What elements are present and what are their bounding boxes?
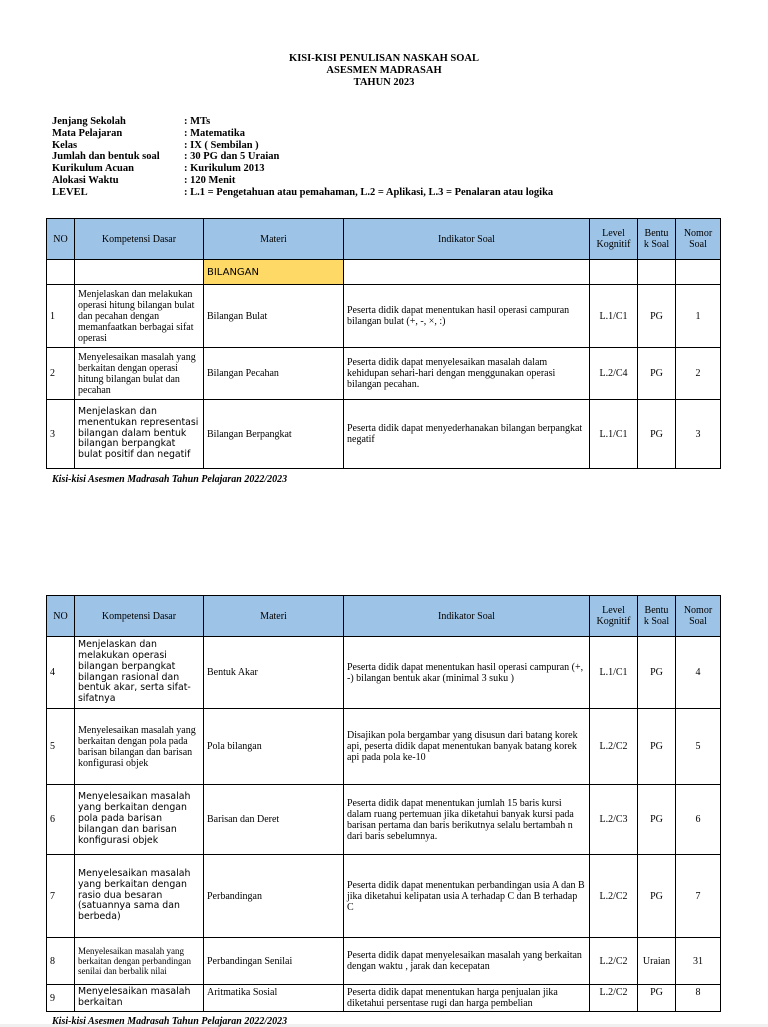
col-header-bentuk: Bentu k Soal bbox=[638, 219, 676, 260]
doc-title-3: TAHUN 2023 bbox=[353, 77, 415, 88]
kisi-table-2 bbox=[46, 595, 721, 1012]
row-nomor: 7 bbox=[676, 855, 721, 938]
meta-row-jenjang bbox=[52, 116, 553, 128]
row-bentuk: PG bbox=[638, 400, 676, 469]
row-no: 5 bbox=[47, 709, 75, 785]
row-no: 9 bbox=[47, 985, 75, 1012]
section-label-bilangan: BILANGAN bbox=[204, 260, 344, 285]
row-no: 3 bbox=[47, 400, 75, 469]
row-kompetensi: Menyelesaikan masalah yang berkaitan dengan perbandingan senilai dan berbalik nilai bbox=[75, 938, 204, 985]
empty-cell bbox=[344, 260, 590, 285]
row-nomor: 5 bbox=[676, 709, 721, 785]
row-level: L.1/C1 bbox=[590, 285, 638, 348]
row-bentuk: PG bbox=[638, 348, 676, 400]
row-indikator: Peserta didik dapat menyelesaikan masalah yang berkaitan dengan waktu , jarak dan kecepatan bbox=[344, 938, 590, 985]
row-bentuk: PG bbox=[638, 855, 676, 938]
meta-label: Alokasi Waktu bbox=[52, 174, 119, 186]
table-header-row bbox=[47, 596, 721, 637]
row-nomor: 1 bbox=[676, 285, 721, 348]
meta-row-kurikulum bbox=[52, 163, 553, 175]
row-materi: Bilangan Bulat bbox=[204, 285, 344, 348]
row-level: L.1/C1 bbox=[590, 637, 638, 709]
empty-cell bbox=[75, 260, 204, 285]
row-bentuk: PG bbox=[638, 637, 676, 709]
meta-label: Jumlah dan bentuk soal bbox=[52, 151, 160, 163]
row-nomor: 31 bbox=[676, 938, 721, 985]
meta-row-jumlah bbox=[52, 151, 553, 163]
col-header-kd: Kompetensi Dasar bbox=[75, 596, 204, 637]
meta-value: : MTs bbox=[184, 116, 211, 127]
row-nomor: 3 bbox=[676, 400, 721, 469]
row-no: 6 bbox=[47, 785, 75, 855]
meta-value: : Kurikulum 2013 bbox=[184, 163, 265, 175]
col-header-no: NO bbox=[47, 596, 75, 637]
row-materi: Bentuk Akar bbox=[204, 637, 344, 709]
meta-value: : 30 PG dan 5 Uraian bbox=[184, 151, 280, 163]
row-kompetensi: Menyelesaikan masalah yang berkaitan dengan rasio dua besaran (satuannya sama dan berbeda) bbox=[75, 855, 204, 938]
row-materi: Perbandingan bbox=[204, 855, 344, 938]
meta-value: : 120 Menit bbox=[184, 174, 236, 186]
empty-cell bbox=[676, 260, 721, 285]
empty-cell bbox=[638, 260, 676, 285]
doc-title-2: ASESMEN MADRASAH bbox=[326, 65, 442, 76]
meta-label: LEVEL bbox=[52, 186, 88, 198]
meta-value: : IX ( Sembilan ) bbox=[184, 139, 259, 151]
row-no: 8 bbox=[47, 938, 75, 985]
table-row bbox=[47, 709, 721, 785]
table-row bbox=[47, 285, 721, 348]
row-indikator: Peserta didik dapat menentukan hasil operasi campuran bilangan bulat (+, -, ×, :) bbox=[344, 285, 590, 348]
row-indikator: Disajikan pola bergambar yang disusun dari batang korek api, peserta didik dapat menentukan banyak batang korek api pada pola ke-10 bbox=[344, 709, 590, 785]
row-bentuk: PG bbox=[638, 985, 676, 1012]
row-level: L.2/C2 bbox=[590, 938, 638, 985]
row-bentuk: PG bbox=[638, 785, 676, 855]
table-row bbox=[47, 985, 721, 1012]
row-materi: Bilangan Pecahan bbox=[204, 348, 344, 400]
row-kompetensi: Menyelesaikan masalah berkaitan bbox=[75, 985, 204, 1012]
row-kompetensi: Menjelaskan dan melakukan operasi bilangan berpangkat bilangan rasional dan bentuk akar, serta sifat-sifatnya bbox=[75, 637, 204, 709]
table-row bbox=[47, 855, 721, 938]
col-header-indikator: Indikator Soal bbox=[344, 596, 590, 637]
row-nomor: 6 bbox=[676, 785, 721, 855]
meta-value: : Matematika bbox=[184, 127, 245, 139]
row-no: 7 bbox=[47, 855, 75, 938]
col-header-bentuk: Bentu k Soal bbox=[638, 596, 676, 637]
row-level: L.2/C2 bbox=[590, 985, 638, 1012]
table-row bbox=[47, 348, 721, 400]
kisi-table-1 bbox=[46, 218, 721, 469]
meta-value: : L.1 = Pengetahuan atau pemahaman, L.2 = Aplikasi, L.3 = Penalaran atau logika bbox=[184, 186, 554, 198]
meta-label: Kelas bbox=[52, 139, 78, 151]
meta-label: Jenjang Sekolah bbox=[52, 116, 126, 127]
row-no: 1 bbox=[47, 285, 75, 348]
meta-label: Mata Pelajaran bbox=[52, 127, 123, 139]
meta-row-alokasi bbox=[52, 175, 553, 187]
row-materi: Aritmatika Sosial bbox=[204, 985, 344, 1012]
empty-cell bbox=[47, 260, 75, 285]
row-level: L.2/C2 bbox=[590, 855, 638, 938]
row-level: L.2/C2 bbox=[590, 709, 638, 785]
col-header-level: Level Kognitif bbox=[590, 596, 638, 637]
col-header-no: NO bbox=[47, 219, 75, 260]
row-materi: Barisan dan Deret bbox=[204, 785, 344, 855]
col-header-kd: Kompetensi Dasar bbox=[75, 219, 204, 260]
row-materi: Pola bilangan bbox=[204, 709, 344, 785]
row-kompetensi: Menyelesaikan masalah yang berkaitan dengan pola pada barisan bilangan dan barisan konfigurasi objek bbox=[75, 785, 204, 855]
row-indikator: Peserta didik dapat menentukan hasil operasi campuran (+, -) bilangan bentuk akar (minimal 3 suku ) bbox=[344, 637, 590, 709]
table-row bbox=[47, 637, 721, 709]
row-kompetensi: Menyelesaikan masalah yang berkaitan dengan operasi hitung bilangan bulat dan pecahan bbox=[75, 348, 204, 400]
meta-row-mapel bbox=[52, 128, 553, 140]
row-indikator: Peserta didik dapat menyederhanakan bilangan berpangkat negatif bbox=[344, 400, 590, 469]
row-level: L.1/C1 bbox=[590, 400, 638, 469]
row-indikator: Peserta didik dapat menentukan perbandingan usia A dan B jika diketahui kelipatan usia A terhadap C dan B terhadap C bbox=[344, 855, 590, 938]
row-bentuk: Uraian bbox=[638, 938, 676, 985]
row-indikator: Peserta didik dapat menentukan harga penjualan jika diketahui persentase rugi dan harga pembelian bbox=[344, 985, 590, 1012]
table-row bbox=[47, 400, 721, 469]
col-header-nomor: Nomor Soal bbox=[676, 219, 721, 260]
identity-block bbox=[52, 116, 553, 199]
row-bentuk: PG bbox=[638, 709, 676, 785]
table-header-row bbox=[47, 219, 721, 260]
row-kompetensi: Menjelaskan dan menentukan representasi bilangan dalam bentuk bilangan berpangkat bulat positif dan negatif bbox=[75, 400, 204, 469]
table-row bbox=[47, 785, 721, 855]
row-nomor: 4 bbox=[676, 637, 721, 709]
row-kompetensi: Menyelesaikan masalah yang berkaitan dengan pola pada barisan bilangan dan barisan konfigurasi objek bbox=[75, 709, 204, 785]
meta-row-kelas bbox=[52, 140, 553, 152]
col-header-indikator: Indikator Soal bbox=[344, 219, 590, 260]
table-row bbox=[47, 938, 721, 985]
section-row bbox=[47, 260, 721, 285]
col-header-materi: Materi bbox=[204, 219, 344, 260]
col-header-nomor: Nomor Soal bbox=[676, 596, 721, 637]
row-materi: Perbandingan Senilai bbox=[204, 938, 344, 985]
row-no: 4 bbox=[47, 637, 75, 709]
table-caption-2: Kisi-kisi Asesmen Madrasah Tahun Pelajaran 2022/2023 bbox=[52, 1016, 288, 1027]
doc-title-1: KISI-KISI PENULISAN NASKAH SOAL bbox=[289, 53, 479, 64]
row-indikator: Peserta didik dapat menyelesaikan masalah dalam kehidupan sehari-hari dengan menggunakan operasi bilangan pecahan. bbox=[344, 348, 590, 400]
row-bentuk: PG bbox=[638, 285, 676, 348]
row-materi: Bilangan Berpangkat bbox=[204, 400, 344, 469]
row-kompetensi: Menjelaskan dan melakukan operasi hitung bilangan bulat dan pecahan dengan memanfaatkan berbagai sifat operasi bbox=[75, 285, 204, 348]
empty-cell bbox=[590, 260, 638, 285]
meta-label: Kurikulum Acuan bbox=[52, 163, 134, 175]
col-header-level: Level Kognitif bbox=[590, 219, 638, 260]
row-level: L.2/C3 bbox=[590, 785, 638, 855]
row-indikator: Peserta didik dapat menentukan jumlah 15 baris kursi dalam ruang pertemuan jika diketahui banyak kursi pada barisan pertama dan baris berikutnya selalu bertambah n dari baris sebelumnya. bbox=[344, 785, 590, 855]
table-caption-1: Kisi-kisi Asesmen Madrasah Tahun Pelajaran 2022/2023 bbox=[52, 474, 288, 485]
meta-row-level bbox=[52, 187, 553, 199]
row-no: 2 bbox=[47, 348, 75, 400]
row-nomor: 8 bbox=[676, 985, 721, 1012]
row-level: L.2/C4 bbox=[590, 348, 638, 400]
col-header-materi: Materi bbox=[204, 596, 344, 637]
row-nomor: 2 bbox=[676, 348, 721, 400]
